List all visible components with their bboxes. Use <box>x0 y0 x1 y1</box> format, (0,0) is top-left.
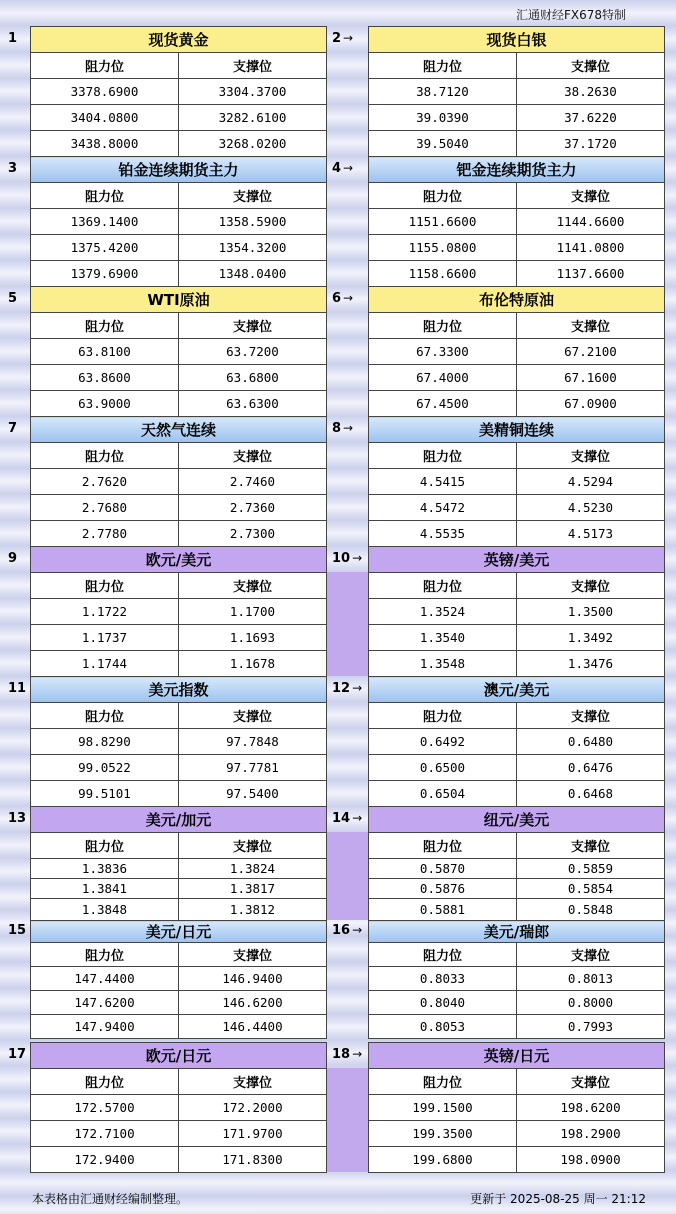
table-row <box>31 1147 327 1173</box>
brand-label: 汇通财经FX678特制 <box>515 8 626 22</box>
resistance-value: 147.4400 <box>31 967 179 991</box>
resistance-value: 99.0522 <box>31 755 179 781</box>
support-header: 支撑位 <box>517 703 665 729</box>
support-header: 支撑位 <box>517 573 665 599</box>
support-value: 1137.6600 <box>517 261 665 287</box>
panel-5 <box>30 286 327 417</box>
panel-number: 12 <box>332 681 351 696</box>
panel-title: 现货黄金 <box>31 27 327 53</box>
support-value: 1.3476 <box>517 651 665 677</box>
support-value: 0.5848 <box>517 899 665 921</box>
support-value: 1358.5900 <box>179 209 327 235</box>
table-row <box>369 105 665 131</box>
resistance-value: 98.8290 <box>31 729 179 755</box>
support-value: 37.1720 <box>517 131 665 157</box>
support-header: 支撑位 <box>179 1069 327 1095</box>
support-header: 支撑位 <box>517 833 665 859</box>
resistance-value: 1379.6900 <box>31 261 179 287</box>
table-row <box>369 1015 665 1039</box>
support-value: 1.1700 <box>179 599 327 625</box>
resistance-header: 阻力位 <box>369 703 517 729</box>
support-value: 0.8000 <box>517 991 665 1015</box>
support-value: 1.3492 <box>517 625 665 651</box>
support-value: 198.6200 <box>517 1095 665 1121</box>
resistance-value: 63.8100 <box>31 339 179 365</box>
table-row <box>369 521 665 547</box>
panel-title: 铂金连续期货主力 <box>31 157 327 183</box>
panel-title: 布伦特原油 <box>369 287 665 313</box>
resistance-value: 0.8053 <box>369 1015 517 1039</box>
support-value: 1141.0800 <box>517 235 665 261</box>
resistance-value: 3438.8000 <box>31 131 179 157</box>
resistance-value: 172.9400 <box>31 1147 179 1173</box>
support-value: 0.6468 <box>517 781 665 807</box>
support-value: 63.6300 <box>179 391 327 417</box>
panel-12 <box>368 676 665 807</box>
panel-title: 澳元/美元 <box>369 677 665 703</box>
resistance-value: 1158.6600 <box>369 261 517 287</box>
panel-number: 17 <box>8 1047 27 1062</box>
support-value: 37.6220 <box>517 105 665 131</box>
resistance-value: 1375.4200 <box>31 235 179 261</box>
resistance-value: 99.5101 <box>31 781 179 807</box>
resistance-header: 阻力位 <box>31 443 179 469</box>
support-value: 3268.0200 <box>179 131 327 157</box>
table-row <box>31 469 327 495</box>
table-row <box>31 755 327 781</box>
resistance-value: 2.7780 <box>31 521 179 547</box>
resistance-value: 67.4500 <box>369 391 517 417</box>
support-value: 3304.3700 <box>179 79 327 105</box>
arrow-right-icon: → <box>352 923 363 937</box>
resistance-header: 阻力位 <box>31 1069 179 1095</box>
resistance-value: 1155.0800 <box>369 235 517 261</box>
support-header: 支撑位 <box>179 443 327 469</box>
support-value: 198.0900 <box>517 1147 665 1173</box>
panel-title: 美精铜连续 <box>369 417 665 443</box>
table-row <box>31 967 327 991</box>
panel-number-with-arrow <box>332 421 353 436</box>
support-header: 支撑位 <box>179 183 327 209</box>
support-value: 67.2100 <box>517 339 665 365</box>
support-header: 支撑位 <box>179 313 327 339</box>
support-value: 0.5854 <box>517 879 665 899</box>
resistance-header: 阻力位 <box>369 443 517 469</box>
panel-number-with-arrow <box>332 161 353 176</box>
table-row <box>369 1095 665 1121</box>
support-value: 171.9700 <box>179 1121 327 1147</box>
support-value: 171.8300 <box>179 1147 327 1173</box>
support-value: 0.6480 <box>517 729 665 755</box>
support-value: 0.5859 <box>517 859 665 879</box>
panel-2 <box>368 26 665 157</box>
panel-title: 天然气连续 <box>31 417 327 443</box>
support-header: 支撑位 <box>179 53 327 79</box>
resistance-value: 3378.6900 <box>31 79 179 105</box>
resistance-value: 0.6504 <box>369 781 517 807</box>
panel-9 <box>30 546 327 677</box>
table-row <box>31 625 327 651</box>
panel-number-with-arrow <box>332 551 362 566</box>
support-value: 198.2900 <box>517 1121 665 1147</box>
table-row <box>31 521 327 547</box>
arrow-right-icon: → <box>343 31 354 45</box>
support-value: 3282.6100 <box>179 105 327 131</box>
panel-number-with-arrow <box>332 31 353 46</box>
resistance-header: 阻力位 <box>369 573 517 599</box>
resistance-value: 63.8600 <box>31 365 179 391</box>
panel-title: 美元/日元 <box>31 921 327 943</box>
table-row <box>31 131 327 157</box>
resistance-header: 阻力位 <box>31 573 179 599</box>
table-row <box>369 469 665 495</box>
table-row <box>31 781 327 807</box>
table-row <box>31 365 327 391</box>
arrow-right-icon: → <box>352 1047 363 1061</box>
panel-number: 5 <box>8 291 18 306</box>
panel-title: 美元指数 <box>31 677 327 703</box>
arrow-right-icon: → <box>352 551 363 565</box>
arrow-right-icon: → <box>343 421 354 435</box>
panel-number-with-arrow <box>332 923 362 938</box>
table-row <box>31 1121 327 1147</box>
panel-number: 11 <box>8 681 27 696</box>
table-row <box>369 625 665 651</box>
table-row <box>369 209 665 235</box>
support-value: 1144.6600 <box>517 209 665 235</box>
resistance-header: 阻力位 <box>31 703 179 729</box>
support-value: 1.3817 <box>179 879 327 899</box>
support-value: 63.6800 <box>179 365 327 391</box>
resistance-header: 阻力位 <box>369 313 517 339</box>
panel-number: 8 <box>332 421 342 436</box>
table-row <box>369 131 665 157</box>
arrow-right-icon: → <box>352 681 363 695</box>
arrow-right-icon: → <box>352 811 363 825</box>
resistance-value: 199.1500 <box>369 1095 517 1121</box>
support-value: 146.6200 <box>179 991 327 1015</box>
resistance-header: 阻力位 <box>369 53 517 79</box>
resistance-value: 1369.1400 <box>31 209 179 235</box>
table-row <box>369 365 665 391</box>
table-row <box>369 1147 665 1173</box>
resistance-value: 147.6200 <box>31 991 179 1015</box>
resistance-value: 1.1737 <box>31 625 179 651</box>
resistance-header: 阻力位 <box>31 183 179 209</box>
panel-title: 英镑/美元 <box>369 547 665 573</box>
support-value: 38.2630 <box>517 79 665 105</box>
resistance-header: 阻力位 <box>369 1069 517 1095</box>
resistance-value: 1.1722 <box>31 599 179 625</box>
table-row <box>369 339 665 365</box>
resistance-value: 1.3836 <box>31 859 179 879</box>
resistance-value: 4.5535 <box>369 521 517 547</box>
arrow-right-icon: → <box>343 161 354 175</box>
panel-title: 美元/加元 <box>31 807 327 833</box>
table-row <box>31 339 327 365</box>
arrow-right-icon: → <box>343 291 354 305</box>
panel-title: 英镑/日元 <box>369 1043 665 1069</box>
support-header: 支撑位 <box>517 1069 665 1095</box>
resistance-value: 4.5415 <box>369 469 517 495</box>
support-header: 支撑位 <box>179 703 327 729</box>
support-value: 146.4400 <box>179 1015 327 1039</box>
resistance-header: 阻力位 <box>369 833 517 859</box>
panel-1 <box>30 26 327 157</box>
table-row <box>369 991 665 1015</box>
resistance-value: 0.8033 <box>369 967 517 991</box>
support-value: 2.7360 <box>179 495 327 521</box>
resistance-value: 0.6500 <box>369 755 517 781</box>
resistance-value: 0.6492 <box>369 729 517 755</box>
panel-number: 14 <box>332 811 351 826</box>
support-value: 146.9400 <box>179 967 327 991</box>
table-row <box>31 1095 327 1121</box>
panel-16 <box>368 920 665 1039</box>
table-row <box>31 859 327 879</box>
resistance-value: 2.7620 <box>31 469 179 495</box>
support-value: 1.1693 <box>179 625 327 651</box>
support-value: 0.6476 <box>517 755 665 781</box>
support-value: 67.0900 <box>517 391 665 417</box>
table-row <box>369 651 665 677</box>
support-header: 支撑位 <box>179 943 327 967</box>
support-value: 97.7848 <box>179 729 327 755</box>
panel-14 <box>368 806 665 921</box>
support-value: 63.7200 <box>179 339 327 365</box>
resistance-value: 0.5876 <box>369 879 517 899</box>
resistance-value: 199.6800 <box>369 1147 517 1173</box>
resistance-value: 147.9400 <box>31 1015 179 1039</box>
support-value: 4.5230 <box>517 495 665 521</box>
support-value: 67.1600 <box>517 365 665 391</box>
panel-number: 6 <box>332 291 342 306</box>
table-row <box>31 899 327 921</box>
resistance-value: 39.0390 <box>369 105 517 131</box>
footer-updated: 更新于 2025-08-25 周一 21:12 <box>470 1192 646 1206</box>
panel-title: 钯金连续期货主力 <box>369 157 665 183</box>
support-header: 支撑位 <box>517 313 665 339</box>
resistance-value: 4.5472 <box>369 495 517 521</box>
panel-15 <box>30 920 327 1039</box>
panel-title: 现货白银 <box>369 27 665 53</box>
table-row <box>31 261 327 287</box>
resistance-value: 1.3524 <box>369 599 517 625</box>
table-row <box>369 599 665 625</box>
support-header: 支撑位 <box>179 573 327 599</box>
support-header: 支撑位 <box>517 53 665 79</box>
resistance-value: 0.5870 <box>369 859 517 879</box>
panel-number: 9 <box>8 551 18 566</box>
panel-10 <box>368 546 665 677</box>
table-row <box>31 991 327 1015</box>
resistance-header: 阻力位 <box>369 943 517 967</box>
panel-number-with-arrow <box>332 291 353 306</box>
top-bar <box>0 0 676 26</box>
table-row <box>369 1121 665 1147</box>
resistance-header: 阻力位 <box>31 943 179 967</box>
support-value: 1.3812 <box>179 899 327 921</box>
resistance-value: 1.1744 <box>31 651 179 677</box>
panel-number: 15 <box>8 923 27 938</box>
resistance-value: 1.3848 <box>31 899 179 921</box>
panel-number: 16 <box>332 923 351 938</box>
support-value: 2.7460 <box>179 469 327 495</box>
resistance-value: 67.4000 <box>369 365 517 391</box>
table-row <box>369 899 665 921</box>
table-row <box>31 495 327 521</box>
table-row <box>31 729 327 755</box>
panel-title: 欧元/美元 <box>31 547 327 573</box>
table-row <box>31 105 327 131</box>
panel-number: 4 <box>332 161 342 176</box>
panel-17 <box>30 1042 327 1173</box>
table-row <box>31 391 327 417</box>
table-row <box>369 79 665 105</box>
panel-title: WTI原油 <box>31 287 327 313</box>
panel-number: 18 <box>332 1047 351 1062</box>
table-row <box>369 755 665 781</box>
support-value: 4.5294 <box>517 469 665 495</box>
support-value: 1348.0400 <box>179 261 327 287</box>
panel-8 <box>368 416 665 547</box>
table-row <box>369 729 665 755</box>
support-value: 0.7993 <box>517 1015 665 1039</box>
table-row <box>369 235 665 261</box>
support-value: 1.3500 <box>517 599 665 625</box>
resistance-value: 0.5881 <box>369 899 517 921</box>
panel-number: 1 <box>8 31 18 46</box>
panel-18 <box>368 1042 665 1173</box>
panel-title: 纽元/美元 <box>369 807 665 833</box>
resistance-value: 67.3300 <box>369 339 517 365</box>
resistance-value: 1.3540 <box>369 625 517 651</box>
panel-number: 10 <box>332 551 351 566</box>
table-row <box>31 651 327 677</box>
resistance-value: 1.3841 <box>31 879 179 899</box>
table-row <box>369 495 665 521</box>
support-value: 4.5173 <box>517 521 665 547</box>
table-row <box>369 967 665 991</box>
table-row <box>31 209 327 235</box>
panel-number: 7 <box>8 421 18 436</box>
resistance-value: 172.5700 <box>31 1095 179 1121</box>
resistance-header: 阻力位 <box>31 313 179 339</box>
panel-number-with-arrow <box>332 1047 362 1062</box>
resistance-value: 1.3548 <box>369 651 517 677</box>
panel-title: 欧元/日元 <box>31 1043 327 1069</box>
table-row <box>369 859 665 879</box>
support-value: 2.7300 <box>179 521 327 547</box>
table-row <box>31 79 327 105</box>
resistance-value: 1151.6600 <box>369 209 517 235</box>
panel-number: 3 <box>8 161 18 176</box>
panel-number-with-arrow <box>332 811 362 826</box>
panel-11 <box>30 676 327 807</box>
table-row <box>369 391 665 417</box>
panel-6 <box>368 286 665 417</box>
support-header: 支撑位 <box>517 443 665 469</box>
support-header: 支撑位 <box>517 943 665 967</box>
table-row <box>369 781 665 807</box>
support-value: 0.8013 <box>517 967 665 991</box>
resistance-value: 199.3500 <box>369 1121 517 1147</box>
table-row <box>31 599 327 625</box>
panel-number: 13 <box>8 811 27 826</box>
support-value: 97.7781 <box>179 755 327 781</box>
panel-3 <box>30 156 327 287</box>
footer-note: 本表格由汇通财经编制整理。 <box>32 1192 189 1206</box>
resistance-value: 63.9000 <box>31 391 179 417</box>
support-header: 支撑位 <box>517 183 665 209</box>
resistance-value: 2.7680 <box>31 495 179 521</box>
table-row <box>31 1015 327 1039</box>
panel-number: 2 <box>332 31 342 46</box>
support-header: 支撑位 <box>179 833 327 859</box>
panel-7 <box>30 416 327 547</box>
panel-title: 美元/瑞郎 <box>369 921 665 943</box>
resistance-header: 阻力位 <box>369 183 517 209</box>
table-row <box>31 235 327 261</box>
table-row <box>31 879 327 899</box>
panel-number-with-arrow <box>332 681 362 696</box>
table-row <box>369 879 665 899</box>
resistance-header: 阻力位 <box>31 53 179 79</box>
resistance-value: 172.7100 <box>31 1121 179 1147</box>
support-value: 97.5400 <box>179 781 327 807</box>
support-value: 1354.3200 <box>179 235 327 261</box>
resistance-value: 39.5040 <box>369 131 517 157</box>
support-value: 1.1678 <box>179 651 327 677</box>
table-row <box>369 261 665 287</box>
support-value: 172.2000 <box>179 1095 327 1121</box>
panel-13 <box>30 806 327 921</box>
resistance-value: 38.7120 <box>369 79 517 105</box>
resistance-value: 3404.0800 <box>31 105 179 131</box>
resistance-value: 0.8040 <box>369 991 517 1015</box>
panel-4 <box>368 156 665 287</box>
support-value: 1.3824 <box>179 859 327 879</box>
resistance-header: 阻力位 <box>31 833 179 859</box>
